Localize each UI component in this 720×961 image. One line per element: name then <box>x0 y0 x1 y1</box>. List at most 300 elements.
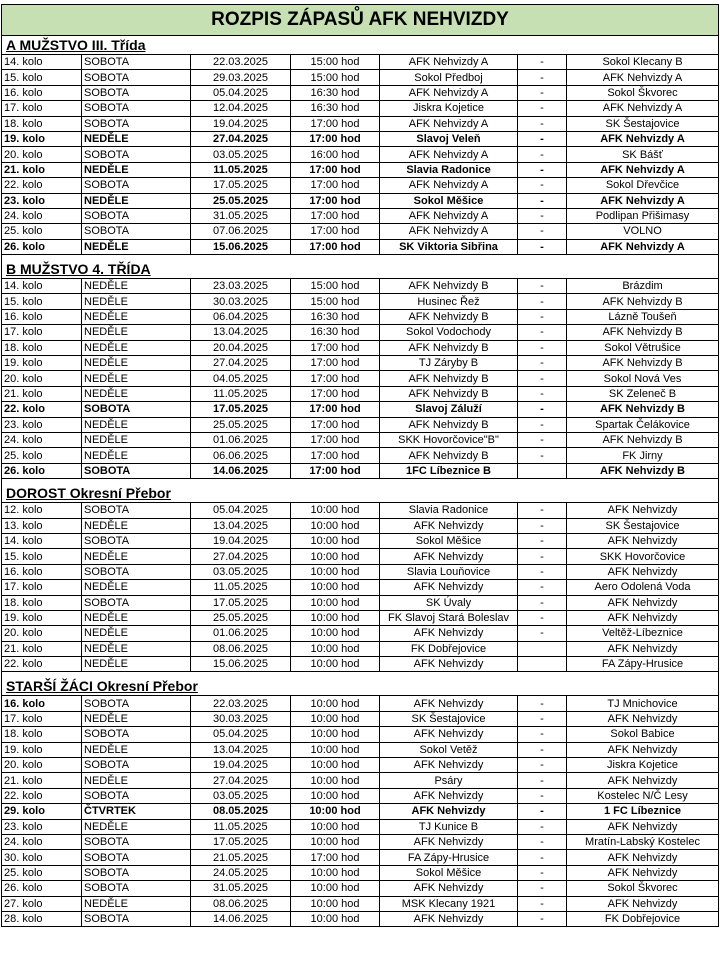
round-cell: 14. kolo <box>2 279 82 294</box>
time-cell: 17:00 hod <box>291 386 380 401</box>
round-cell: 17. kolo <box>2 711 82 726</box>
away-team-cell: Kostelec N/Č Lesy <box>567 788 719 803</box>
day-cell: SOBOTA <box>82 503 191 518</box>
day-cell: SOBOTA <box>82 727 191 742</box>
day-cell: NEDĚLE <box>82 131 191 146</box>
day-cell: NEDĚLE <box>82 193 191 208</box>
away-team-cell: Sokol Klecany B <box>567 55 719 70</box>
time-cell: 15:00 hod <box>291 55 380 70</box>
time-cell: 10:00 hod <box>291 696 380 711</box>
away-team-cell: AFK Nehvizdy <box>567 595 719 610</box>
date-cell: 21.05.2025 <box>191 850 291 865</box>
table-row <box>2 85 719 100</box>
date-cell: 17.05.2025 <box>191 402 291 417</box>
home-team-cell: MSK Klecany 1921 <box>380 896 518 911</box>
away-team-cell: FA Zápy-Hrusice <box>567 657 719 672</box>
away-team-cell: AFK Nehvizdy A <box>567 70 719 85</box>
table-row <box>2 834 719 849</box>
home-team-cell: AFK Nehvizdy <box>380 727 518 742</box>
table-row <box>2 580 719 595</box>
time-cell: 17:00 hod <box>291 208 380 223</box>
separator-cell: - <box>518 819 567 834</box>
round-cell: 20. kolo <box>2 758 82 773</box>
away-team-cell: Mratín-Labský Kostelec <box>567 834 719 849</box>
away-team-cell: Jiskra Kojetice <box>567 758 719 773</box>
day-cell: SOBOTA <box>82 55 191 70</box>
away-team-cell: AFK Nehvizdy B <box>567 432 719 447</box>
time-cell: 10:00 hod <box>291 865 380 880</box>
day-cell: SOBOTA <box>82 224 191 239</box>
separator-cell: - <box>518 131 567 146</box>
away-team-cell: AFK Nehvizdy <box>567 711 719 726</box>
away-team-cell: AFK Nehvizdy <box>567 773 719 788</box>
time-cell: 17:00 hod <box>291 448 380 463</box>
round-cell: 22. kolo <box>2 178 82 193</box>
time-cell: 15:00 hod <box>291 294 380 309</box>
day-cell: NEDĚLE <box>82 371 191 386</box>
time-cell: 17:00 hod <box>291 417 380 432</box>
table-row <box>2 696 719 711</box>
date-cell: 27.04.2025 <box>191 549 291 564</box>
round-cell: 25. kolo <box>2 865 82 880</box>
away-team-cell: SK Bášť <box>567 147 719 162</box>
round-cell: 12. kolo <box>2 503 82 518</box>
round-cell: 13. kolo <box>2 518 82 533</box>
date-cell: 22.03.2025 <box>191 696 291 711</box>
home-team-cell: AFK Nehvizdy <box>380 518 518 533</box>
home-team-cell: AFK Nehvizdy A <box>380 147 518 162</box>
table-row <box>2 325 719 340</box>
time-cell: 10:00 hod <box>291 911 380 926</box>
separator-cell: - <box>518 896 567 911</box>
home-team-cell: Sokol Vodochody <box>380 325 518 340</box>
separator-cell: - <box>518 711 567 726</box>
separator-cell: - <box>518 564 567 579</box>
home-team-cell: FA Zápy-Hrusice <box>380 850 518 865</box>
time-cell: 15:00 hod <box>291 279 380 294</box>
home-team-cell: AFK Nehvizdy B <box>380 309 518 324</box>
away-team-cell: SK Zeleneč B <box>567 386 719 401</box>
date-cell: 25.05.2025 <box>191 417 291 432</box>
separator-cell: - <box>518 626 567 641</box>
table-row <box>2 239 719 254</box>
time-cell: 10:00 hod <box>291 641 380 656</box>
away-team-cell: AFK Nehvizdy A <box>567 193 719 208</box>
home-team-cell: Sokol Měšice <box>380 533 518 548</box>
date-cell: 06.04.2025 <box>191 309 291 324</box>
round-cell: 18. kolo <box>2 595 82 610</box>
away-team-cell: FK Dobřejovice <box>567 911 719 926</box>
separator-cell: - <box>518 448 567 463</box>
time-cell: 10:00 hod <box>291 626 380 641</box>
separator-cell: - <box>518 834 567 849</box>
separator-cell: - <box>518 788 567 803</box>
home-team-cell: FK Dobřejovice <box>380 641 518 656</box>
home-team-cell: Sokol Měšice <box>380 193 518 208</box>
table-row <box>2 417 719 432</box>
day-cell: NEDĚLE <box>82 657 191 672</box>
away-team-cell: AFK Nehvizdy B <box>567 325 719 340</box>
table-row <box>2 773 719 788</box>
separator-cell: - <box>518 101 567 116</box>
away-team-cell: AFK Nehvizdy <box>567 850 719 865</box>
day-cell: SOBOTA <box>82 85 191 100</box>
table-row <box>2 804 719 819</box>
round-cell: 26. kolo <box>2 463 82 478</box>
time-cell: 10:00 hod <box>291 657 380 672</box>
separator-cell: - <box>518 758 567 773</box>
time-cell: 10:00 hod <box>291 580 380 595</box>
separator-cell: - <box>518 208 567 223</box>
table-row <box>2 626 719 641</box>
table-row <box>2 881 719 896</box>
home-team-cell: Husinec Řež <box>380 294 518 309</box>
date-cell: 27.04.2025 <box>191 773 291 788</box>
round-cell: 27. kolo <box>2 896 82 911</box>
home-team-cell: AFK Nehvizdy <box>380 911 518 926</box>
home-team-cell: Slavoj Záluží <box>380 402 518 417</box>
separator-cell: - <box>518 911 567 926</box>
round-cell: 24. kolo <box>2 834 82 849</box>
time-cell: 17:00 hod <box>291 371 380 386</box>
table-row <box>2 162 719 177</box>
table-row <box>2 896 719 911</box>
day-cell: SOBOTA <box>82 208 191 223</box>
time-cell: 17:00 hod <box>291 178 380 193</box>
round-cell: 26. kolo <box>2 881 82 896</box>
date-cell: 27.04.2025 <box>191 131 291 146</box>
date-cell: 03.05.2025 <box>191 147 291 162</box>
time-cell: 17:00 hod <box>291 432 380 447</box>
section-heading <box>1 484 719 502</box>
time-cell: 10:00 hod <box>291 896 380 911</box>
table-row <box>2 178 719 193</box>
table-row <box>2 193 719 208</box>
separator-cell <box>518 657 567 672</box>
day-cell: SOBOTA <box>82 402 191 417</box>
table-row <box>2 309 719 324</box>
time-cell: 16:30 hod <box>291 325 380 340</box>
day-cell: SOBOTA <box>82 850 191 865</box>
separator-cell: - <box>518 340 567 355</box>
date-cell: 13.04.2025 <box>191 325 291 340</box>
round-cell: 20. kolo <box>2 626 82 641</box>
day-cell: NEDĚLE <box>82 711 191 726</box>
table-row <box>2 850 719 865</box>
round-cell: 19. kolo <box>2 610 82 625</box>
date-cell: 13.04.2025 <box>191 518 291 533</box>
table-row <box>2 463 719 478</box>
time-cell: 17:00 hod <box>291 402 380 417</box>
separator-cell: - <box>518 881 567 896</box>
time-cell: 17:00 hod <box>291 850 380 865</box>
section-heading <box>1 260 719 278</box>
day-cell: NEDĚLE <box>82 448 191 463</box>
table-row <box>2 147 719 162</box>
date-cell: 03.05.2025 <box>191 564 291 579</box>
away-team-cell: FK Jirny <box>567 448 719 463</box>
time-cell: 17:00 hod <box>291 239 380 254</box>
date-cell: 30.03.2025 <box>191 294 291 309</box>
schedule-page <box>1 4 719 927</box>
date-cell: 25.05.2025 <box>191 610 291 625</box>
separator-cell: - <box>518 55 567 70</box>
home-team-cell: Slavia Radonice <box>380 162 518 177</box>
date-cell: 11.05.2025 <box>191 162 291 177</box>
day-cell: NEDĚLE <box>82 518 191 533</box>
date-cell: 08.05.2025 <box>191 804 291 819</box>
date-cell: 19.04.2025 <box>191 533 291 548</box>
table-row <box>2 356 719 371</box>
home-team-cell: Sokol Měšice <box>380 865 518 880</box>
away-team-cell: AFK Nehvizdy A <box>567 101 719 116</box>
away-team-cell: AFK Nehvizdy <box>567 742 719 757</box>
separator-cell: - <box>518 402 567 417</box>
home-team-cell: SKK Hovorčovice"B" <box>380 432 518 447</box>
separator-cell: - <box>518 279 567 294</box>
page-title: ROZPIS ZÁPASŮ AFK NEHVIZDY <box>1 4 719 36</box>
round-cell: 28. kolo <box>2 911 82 926</box>
table-row <box>2 294 719 309</box>
separator-cell: - <box>518 549 567 564</box>
separator-cell: - <box>518 865 567 880</box>
day-cell: NEDĚLE <box>82 340 191 355</box>
away-team-cell: Sokol Větrušice <box>567 340 719 355</box>
day-cell: SOBOTA <box>82 595 191 610</box>
separator-cell: - <box>518 239 567 254</box>
away-team-cell: AFK Nehvizdy <box>567 896 719 911</box>
round-cell: 25. kolo <box>2 448 82 463</box>
date-cell: 17.05.2025 <box>191 834 291 849</box>
schedule-sections <box>1 36 719 927</box>
table-row <box>2 788 719 803</box>
time-cell: 10:00 hod <box>291 881 380 896</box>
separator-cell: - <box>518 356 567 371</box>
schedule-table <box>1 695 719 927</box>
time-cell: 10:00 hod <box>291 610 380 625</box>
round-cell: 21. kolo <box>2 386 82 401</box>
date-cell: 11.05.2025 <box>191 386 291 401</box>
home-team-cell: Jiskra Kojetice <box>380 101 518 116</box>
away-team-cell: AFK Nehvizdy <box>567 564 719 579</box>
home-team-cell: AFK Nehvizdy <box>380 804 518 819</box>
table-row <box>2 610 719 625</box>
section-heading <box>1 677 719 695</box>
table-row <box>2 402 719 417</box>
round-cell: 16. kolo <box>2 85 82 100</box>
home-team-cell: AFK Nehvizdy <box>380 834 518 849</box>
round-cell: 24. kolo <box>2 432 82 447</box>
home-team-cell: AFK Nehvizdy <box>380 758 518 773</box>
day-cell: NEDĚLE <box>82 549 191 564</box>
away-team-cell: Spartak Čelákovice <box>567 417 719 432</box>
day-cell: SOBOTA <box>82 834 191 849</box>
day-cell: NEDĚLE <box>82 610 191 625</box>
day-cell: SOBOTA <box>82 178 191 193</box>
section-heading <box>1 36 719 54</box>
date-cell: 27.04.2025 <box>191 356 291 371</box>
time-cell: 17:00 hod <box>291 224 380 239</box>
away-team-cell: AFK Nehvizdy A <box>567 131 719 146</box>
date-cell: 31.05.2025 <box>191 208 291 223</box>
away-team-cell: AFK Nehvizdy B <box>567 402 719 417</box>
away-team-cell: Aero Odolená Voda <box>567 580 719 595</box>
day-cell: SOBOTA <box>82 788 191 803</box>
day-cell: SOBOTA <box>82 147 191 162</box>
separator-cell: - <box>518 696 567 711</box>
day-cell: SOBOTA <box>82 533 191 548</box>
table-row <box>2 549 719 564</box>
time-cell: 10:00 hod <box>291 518 380 533</box>
schedule-table <box>1 54 719 255</box>
separator-cell: - <box>518 804 567 819</box>
separator-cell: - <box>518 533 567 548</box>
day-cell: NEDĚLE <box>82 294 191 309</box>
separator-cell: - <box>518 727 567 742</box>
time-cell: 10:00 hod <box>291 773 380 788</box>
time-cell: 10:00 hod <box>291 711 380 726</box>
day-cell: ČTVRTEK <box>82 804 191 819</box>
home-team-cell: Sokol Vetěž <box>380 742 518 757</box>
table-row <box>2 518 719 533</box>
round-cell: 23. kolo <box>2 819 82 834</box>
home-team-cell: FK Slavoj Stará Boleslav <box>380 610 518 625</box>
home-team-cell: AFK Nehvizdy A <box>380 116 518 131</box>
home-team-cell: Psáry <box>380 773 518 788</box>
round-cell: 19. kolo <box>2 131 82 146</box>
day-cell: NEDĚLE <box>82 896 191 911</box>
round-cell: 16. kolo <box>2 564 82 579</box>
table-row <box>2 641 719 656</box>
separator-cell: - <box>518 162 567 177</box>
date-cell: 12.04.2025 <box>191 101 291 116</box>
home-team-cell: SK Viktoria Sibřina <box>380 239 518 254</box>
round-cell: 23. kolo <box>2 193 82 208</box>
separator-cell: - <box>518 850 567 865</box>
table-row <box>2 208 719 223</box>
away-team-cell: Veltěž-Líbeznice <box>567 626 719 641</box>
time-cell: 10:00 hod <box>291 595 380 610</box>
table-row <box>2 131 719 146</box>
table-row <box>2 70 719 85</box>
round-cell: 14. kolo <box>2 55 82 70</box>
home-team-cell: 1FC Líbeznice B <box>380 463 518 478</box>
home-team-cell: SK Šestajovice <box>380 711 518 726</box>
date-cell: 05.04.2025 <box>191 727 291 742</box>
table-row <box>2 386 719 401</box>
round-cell: 18. kolo <box>2 340 82 355</box>
date-cell: 31.05.2025 <box>191 881 291 896</box>
day-cell: SOBOTA <box>82 865 191 880</box>
separator-cell: - <box>518 70 567 85</box>
day-cell: NEDĚLE <box>82 626 191 641</box>
table-row <box>2 340 719 355</box>
date-cell: 07.06.2025 <box>191 224 291 239</box>
home-team-cell: AFK Nehvizdy <box>380 580 518 595</box>
date-cell: 15.06.2025 <box>191 239 291 254</box>
section-heading-text: B MUŽSTVO 4. TŘÍDA <box>6 261 151 278</box>
time-cell: 10:00 hod <box>291 742 380 757</box>
day-cell: SOBOTA <box>82 696 191 711</box>
date-cell: 25.05.2025 <box>191 193 291 208</box>
date-cell: 17.05.2025 <box>191 595 291 610</box>
home-team-cell: AFK Nehvizdy A <box>380 178 518 193</box>
time-cell: 17:00 hod <box>291 356 380 371</box>
separator-cell: - <box>518 595 567 610</box>
time-cell: 16:00 hod <box>291 147 380 162</box>
date-cell: 14.06.2025 <box>191 463 291 478</box>
home-team-cell: AFK Nehvizdy B <box>380 386 518 401</box>
table-row <box>2 758 719 773</box>
table-row <box>2 503 719 518</box>
time-cell: 16:30 hod <box>291 309 380 324</box>
table-row <box>2 742 719 757</box>
round-cell: 21. kolo <box>2 162 82 177</box>
home-team-cell: SK Úvaly <box>380 595 518 610</box>
time-cell: 10:00 hod <box>291 564 380 579</box>
away-team-cell: SK Šestajovice <box>567 116 719 131</box>
home-team-cell: AFK Nehvizdy <box>380 696 518 711</box>
date-cell: 08.06.2025 <box>191 896 291 911</box>
date-cell: 22.03.2025 <box>191 55 291 70</box>
away-team-cell: AFK Nehvizdy A <box>567 162 719 177</box>
away-team-cell: AFK Nehvizdy <box>567 819 719 834</box>
separator-cell: - <box>518 178 567 193</box>
away-team-cell: AFK Nehvizdy B <box>567 463 719 478</box>
round-cell: 24. kolo <box>2 208 82 223</box>
separator-cell: - <box>518 294 567 309</box>
day-cell: SOBOTA <box>82 70 191 85</box>
away-team-cell: AFK Nehvizdy <box>567 641 719 656</box>
home-team-cell: AFK Nehvizdy <box>380 788 518 803</box>
date-cell: 17.05.2025 <box>191 178 291 193</box>
separator-cell: - <box>518 386 567 401</box>
table-row <box>2 595 719 610</box>
day-cell: SOBOTA <box>82 116 191 131</box>
day-cell: SOBOTA <box>82 911 191 926</box>
separator-cell: - <box>518 503 567 518</box>
time-cell: 16:30 hod <box>291 101 380 116</box>
date-cell: 29.03.2025 <box>191 70 291 85</box>
day-cell: NEDĚLE <box>82 432 191 447</box>
round-cell: 17. kolo <box>2 325 82 340</box>
time-cell: 10:00 hod <box>291 503 380 518</box>
table-row <box>2 101 719 116</box>
home-team-cell: AFK Nehvizdy B <box>380 371 518 386</box>
away-team-cell: TJ Mnichovice <box>567 696 719 711</box>
date-cell: 23.03.2025 <box>191 279 291 294</box>
time-cell: 10:00 hod <box>291 549 380 564</box>
round-cell: 15. kolo <box>2 294 82 309</box>
section-heading-text: DOROST Okresní Přebor <box>6 485 171 502</box>
day-cell: NEDĚLE <box>82 356 191 371</box>
time-cell: 10:00 hod <box>291 834 380 849</box>
home-team-cell: Slavia Louňovice <box>380 564 518 579</box>
round-cell: 15. kolo <box>2 549 82 564</box>
table-row <box>2 432 719 447</box>
round-cell: 16. kolo <box>2 309 82 324</box>
home-team-cell: AFK Nehvizdy <box>380 657 518 672</box>
round-cell: 26. kolo <box>2 239 82 254</box>
date-cell: 15.06.2025 <box>191 657 291 672</box>
home-team-cell: AFK Nehvizdy A <box>380 55 518 70</box>
home-team-cell: AFK Nehvizdy <box>380 881 518 896</box>
day-cell: NEDĚLE <box>82 742 191 757</box>
day-cell: NEDĚLE <box>82 279 191 294</box>
time-cell: 17:00 hod <box>291 463 380 478</box>
table-row <box>2 911 719 926</box>
time-cell: 17:00 hod <box>291 116 380 131</box>
